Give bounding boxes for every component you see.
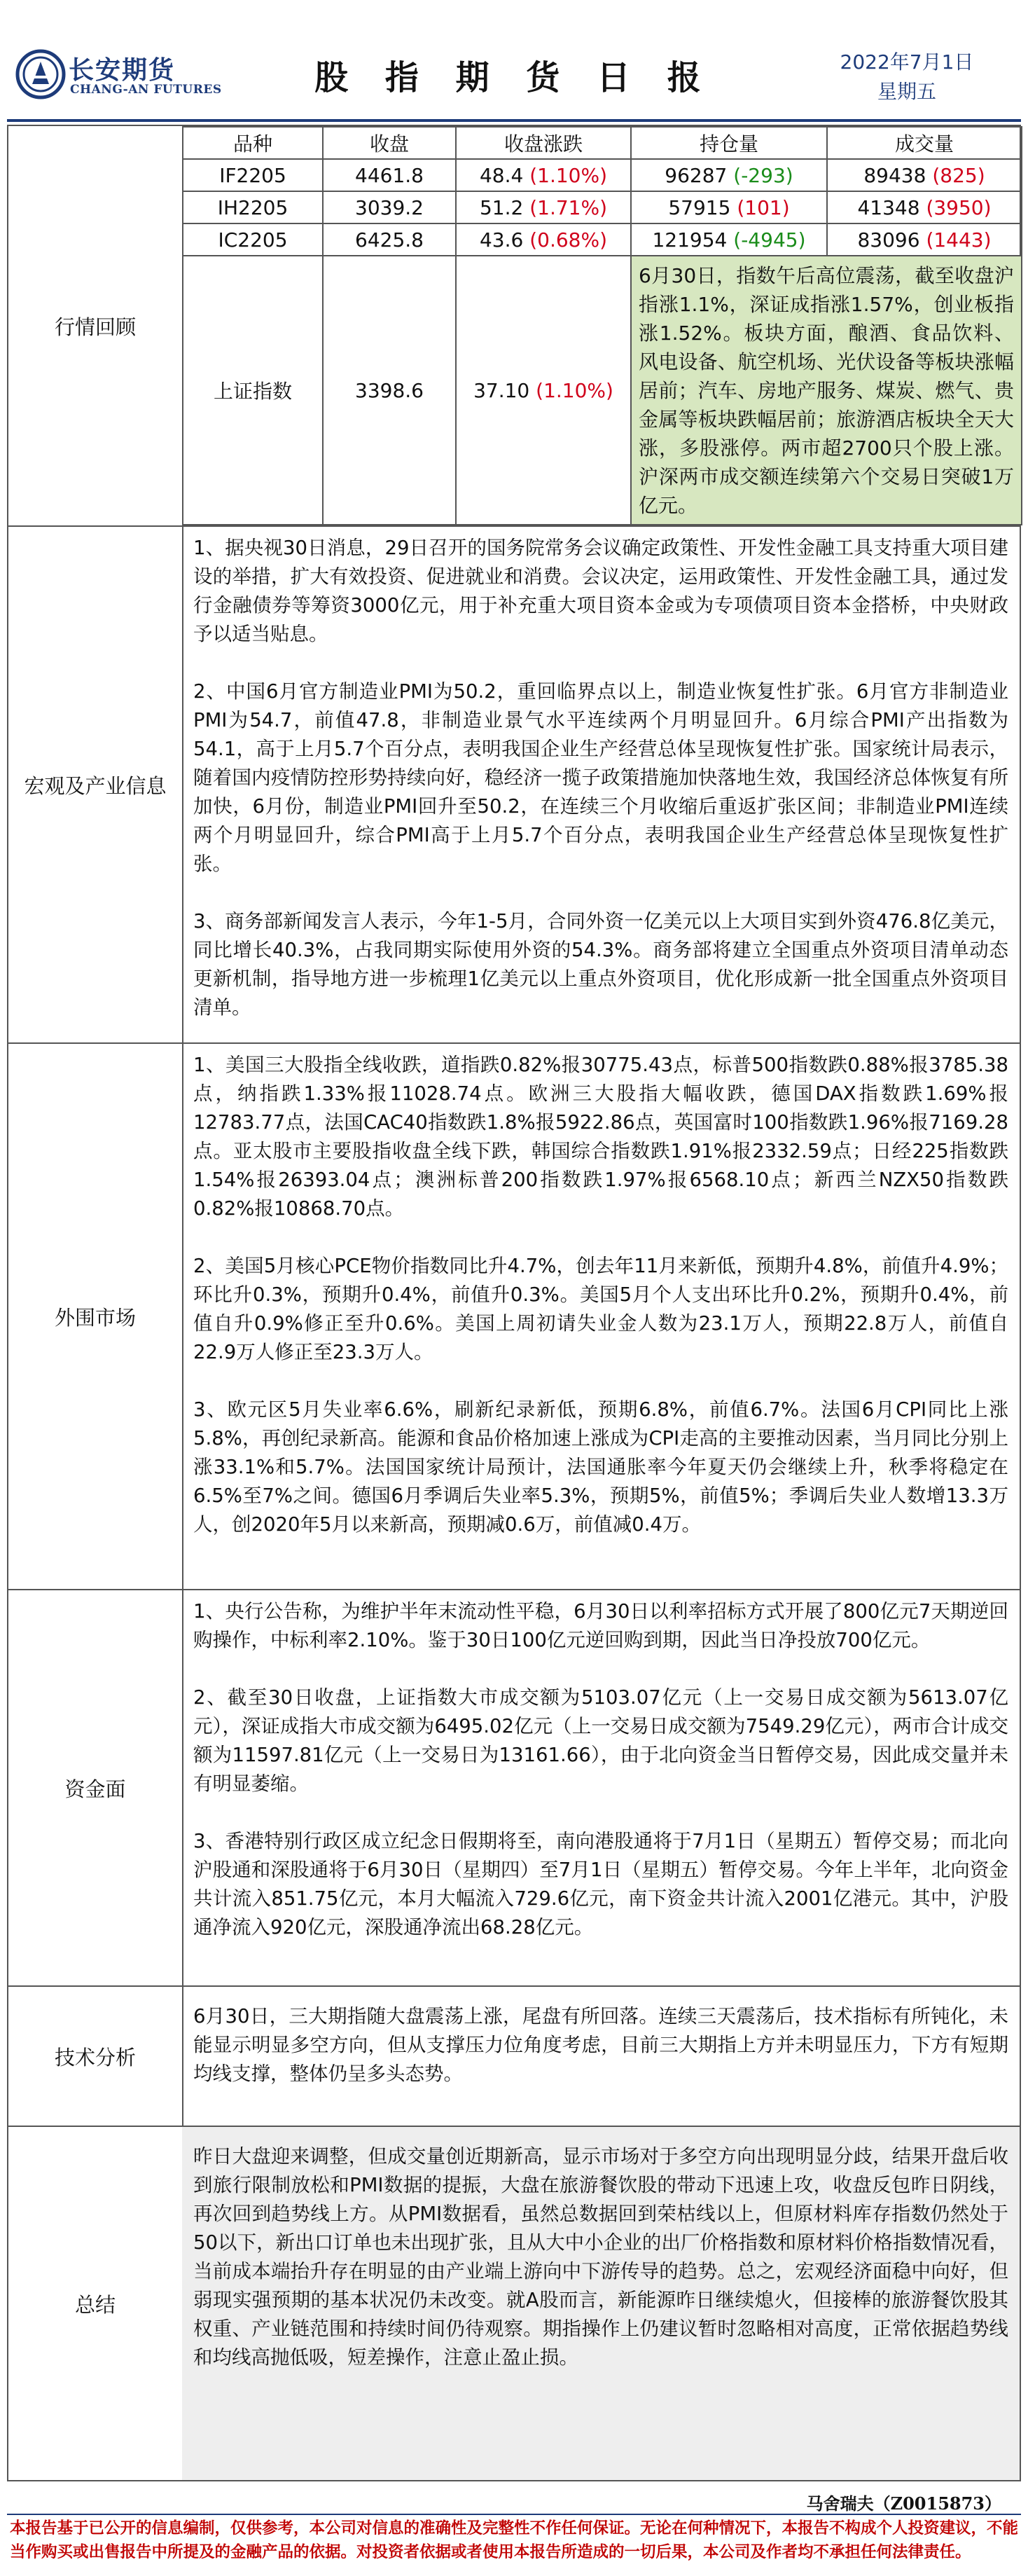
contract-name: IC2205 (183, 223, 323, 256)
volume-value: 83096 (857, 228, 920, 252)
section-label-market: 行情回顾 (8, 126, 183, 525)
section-label-summary: 总结 (8, 2127, 183, 2480)
sh-index-change-cell (456, 256, 631, 525)
oi-change: (101) (737, 195, 790, 219)
funds-body (182, 1590, 1020, 1985)
oi-change: (-4945) (733, 228, 806, 252)
volume-cell (827, 159, 1022, 191)
section-label-technical: 技术分析 (8, 1987, 183, 2126)
disclaimer-text: 本报告基于已公开的信息编制，仅供参考，本公司对信息的准确性及完整性不作任何保证。无论在何种情况下，本报告不构成个人投资建议，不能当作购买或出售报告中所提及的金融产品的依据。对投资者依据或者使用本报告所造成的一切后果，本公司及作者均不承担任何法律责任。 (10, 2519, 1019, 2561)
volume-change: (3950) (926, 195, 992, 219)
summary-section (7, 2126, 1021, 2481)
change-value: 48.4 (479, 163, 524, 187)
change-cell (456, 191, 631, 223)
section-label-funds: 资金面 (8, 1590, 183, 1985)
funds-paragraph-1: 1、央行公告称，为维护半年末流动性平稳，6月30日以利率招标方式开展了800亿元7天期逆回购操作，中标利率2.10%。鉴于30日100亿元逆回购到期，因此当日净投放700亿元。 (193, 1600, 1008, 1651)
foreign-paragraph-1: 1、美国三大股指全线收跌，道指跌0.82%报30775.43点，标普500指数跌0.88%报3785.38点，纳指跌1.33%报11028.74点。欧洲三大股指大幅收跌，德国DAX指数跌1.69%报12783.77点，法国CAC40指数跌1.8%报5922.86点，英国富时100指数跌1.96%报7169.28点。亚太股市主要股指收盘全线下跌，韩国综合指数跌1.91%报2332.59点；日经225指数跌1.54%报26393.04点；澳洲标普200指数跌1.97%报6568.10点；新西兰NZX50指数跌0.82%报10868.70点。 (193, 1054, 1008, 1220)
oi-value: 121954 (652, 228, 728, 252)
report-weekday: 星期五 (877, 80, 936, 103)
market-table-wrap (182, 126, 1020, 525)
sh-index-change-pct: (1.10%) (536, 378, 613, 402)
logo-text-en: CHANG-AN FUTURES (70, 83, 222, 97)
author-signature: 马舍瑞夫（Z0015873） (806, 2493, 1001, 2514)
volume-value: 89438 (863, 163, 926, 187)
funds-section (7, 1589, 1021, 1987)
report-date: 2022年7月1日 (840, 50, 974, 74)
change-pct: (1.10%) (529, 163, 608, 187)
report-frame (7, 7, 1021, 2569)
table-row (183, 223, 1022, 256)
section-label-macro: 宏观及产业信息 (8, 527, 183, 1042)
summary-paragraph: 昨日大盘迎来调整，但成交量创近期新高，显示市场对于多空方向出现明显分歧，结果开盘后收到旅行限制放松和PMI数据的提振，大盘在旅游餐饮股的带动下迅速上攻，收盘反包昨日阴线，再次回到趋势线上方。从PMI数据看，虽然总数据回到荣枯线以上，但原材料库存指数仍然处于50以下，新出口订单也未出现扩张，且从大中小企业的出厂价格指数和原材料价格指数情况看，当前成本端抬升存在明显的由产业端上游向中下游传导的趋势。总之，宏观经济面稳中向好，但弱现实强预期的基本状况仍未改变。就A股而言，新能源昨日继续熄火，但接棒的旅游餐饮股其权重、产业链范围和持续时间仍待观察。期指操作上仍建议暂时忽略相对高度，正常依据趋势线和均线高抛低吸，短差操作，注意止盈止损。 (193, 2145, 1008, 2369)
col-header-close: 收盘 (323, 127, 456, 159)
funds-paragraph-3: 3、香港特别行政区成立纪念日假期将至，南向港股通将于7月1日（星期五）暂停交易；而北向沪股通和深股通将于6月30日（星期四）至7月1日（星期五）暂停交易。今年上半年，北向资金共计流入851.75亿元，本月大幅流入729.6亿元，南下资金共计流入2001亿港元。其中，沪股通净流入920亿元，深股通净流出68.28亿元。 (193, 1830, 1008, 1938)
sh-index-close: 3398.6 (323, 256, 456, 525)
funds-paragraph-2: 2、截至30日收盘，上证指数大市成交额为5103.07亿元（上一交易日成交额为5613.07亿元），深证成指大市成交额为6495.02亿元（上一交易日成交额为7549.29亿元），两市合计成交额为11597.81亿元（上一交易日为13161.66），由于北向资金当日暂停交易，因此成交量并未有明显萎缩。 (193, 1686, 1008, 1795)
table-row (183, 159, 1022, 191)
sh-index-name: 上证指数 (183, 256, 323, 525)
table-header-row (183, 127, 1022, 159)
technical-section (7, 1985, 1021, 2127)
report-title: 股 指 期 货 日 报 (314, 58, 714, 97)
volume-cell (827, 223, 1022, 256)
oi-cell (631, 223, 827, 256)
report-header (7, 7, 1021, 119)
section-label-foreign: 外围市场 (8, 1044, 183, 1589)
report-date-block (819, 48, 994, 106)
summary-body (182, 2127, 1020, 2480)
volume-change: (1443) (926, 228, 992, 252)
volume-cell (827, 191, 1022, 223)
col-header-volume: 成交量 (827, 127, 1022, 159)
change-pct: (0.68%) (529, 228, 608, 252)
market-commentary: 6月30日，指数午后高位震荡，截至收盘沪指涨1.1%，深证成指涨1.57%，创业板指涨1.52%。板块方面，酿酒、食品饮料、风电设备、航空机场、光伏设备等板块涨幅居前；汽车、房地产服务、煤炭、燃气、贵金属等板块跌幅居前；旅游酒店板块全天大涨，多股涨停。两市超2700只个股上涨。沪深两市成交额连续第六个交易日突破1万亿元。 (631, 256, 1022, 525)
oi-value: 57915 (668, 195, 731, 219)
market-table (182, 126, 1022, 525)
logo-text-cn: 长安期货 (69, 56, 176, 85)
sh-index-change: 37.10 (473, 378, 530, 402)
change-cell (456, 159, 631, 191)
oi-cell (631, 159, 827, 191)
foreign-paragraph-2: 2、美国5月核心PCE物价指数同比升4.7%，创去年11月来新低，预期升4.8%，前值升4.9%；环比升0.3%，预期升0.4%，前值升0.3%。美国5月个人支出环比升0.2%，预期升0.4%，前值自升0.9%修正至升0.6%。美国上周初请失业金人数为23.1万人，预期22.8万人，前值自22.9万人修正至23.3万人。 (193, 1255, 1008, 1363)
contract-name: IF2205 (183, 159, 323, 191)
change-value: 51.2 (479, 195, 524, 219)
close-value: 4461.8 (323, 159, 456, 191)
contract-name: IH2205 (183, 191, 323, 223)
close-value: 6425.8 (323, 223, 456, 256)
col-header-oi: 持仓量 (631, 127, 827, 159)
col-header-contract: 品种 (183, 127, 323, 159)
sh-index-row (183, 256, 1022, 525)
oi-cell (631, 191, 827, 223)
market-review-section (7, 125, 1021, 527)
footer-divider (7, 2514, 1021, 2515)
oi-value: 96287 (665, 163, 728, 187)
macro-paragraph-3: 3、商务部新闻发言人表示，今年1-5月，合同外资一亿美元以上大项目实到外资476.8亿美元，同比增长40.3%，占我同期实际使用外资的54.3%。商务部将建立全国重点外资项目清单动态更新机制，指导地方进一步梳理1亿美元以上重点外资项目，优化形成新一批全国重点外资项目清单。 (193, 910, 1008, 1019)
foreign-paragraph-3: 3、欧元区5月失业率6.6%，刷新纪录新低，预期6.8%，前值6.7%。法国6月CPI同比上涨5.8%，再创纪录新高。能源和食品价格加速上涨成为CPI走高的主要推动因素，当月同比分别上涨33.1%和5.7%。法国国家统计局预计，法国通胀率今年夏天仍会继续上升，秋季将稳定在6.5%至7%之间。德国6月季调后失业率5.3%，预期5%，前值5%；季调后失业人数增13.3万人，创2020年5月以来新高，预期减0.6万，前值减0.4万。 (193, 1398, 1008, 1536)
col-header-change: 收盘涨跌 (456, 127, 631, 159)
header-divider (7, 119, 1021, 122)
technical-paragraph: 6月30日，三大期指随大盘震荡上涨，尾盘有所回落。连续三天震荡后，技术指标有所钝化，未能显示明显多空方向，但从支撑压力位角度考虑，目前三大期指上方并未明显压力，下方有短期均线支撑，整体仍呈多头态势。 (193, 2005, 1008, 2085)
technical-body (182, 1987, 1020, 2126)
macro-paragraph-1: 1、据央视30日消息，29日召开的国务院常务会议确定政策性、开发性金融工具支持重大项目建设的举措，扩大有效投资、促进就业和消费。会议决定，运用政策性、开发性金融工具，通过发行金融债券等筹资3000亿元，用于补充重大项目资本金或为专项债项目资本金搭桥，中央财政予以适当贴息。 (193, 537, 1008, 645)
macro-paragraph-2: 2、中国6月官方制造业PMI为50.2，重回临界点以上，制造业恢复性扩张。6月官方非制造业PMI为54.7，前值47.8，非制造业景气水平连续两个月明显回升。6月综合PMI产出指数为54.1，高于上月5.7个百分点，表明我国企业生产经营总体呈现恢复性扩张。国家统计局表示，随着国内疫情防控形势持续向好，稳经济一揽子政策措施加快落地生效，我国经济总体恢复有所加快，6月份，制造业PMI回升至50.2，在连续三个月收缩后重返扩张区间；非制造业PMI连续两个月明显回升，综合PMI高于上月5.7个百分点，表明我国企业生产经营总体呈现恢复性扩张。 (193, 680, 1008, 875)
macro-body (182, 527, 1020, 1042)
oi-change: (-293) (733, 163, 793, 187)
table-row (183, 191, 1022, 223)
macro-section (7, 525, 1021, 1044)
change-value: 43.6 (479, 228, 524, 252)
close-value: 3039.2 (323, 191, 456, 223)
volume-value: 41348 (857, 195, 920, 219)
change-pct: (1.71%) (529, 195, 608, 219)
foreign-section (7, 1042, 1021, 1590)
volume-change: (825) (932, 163, 985, 187)
change-cell (456, 223, 631, 256)
foreign-body (182, 1044, 1020, 1589)
